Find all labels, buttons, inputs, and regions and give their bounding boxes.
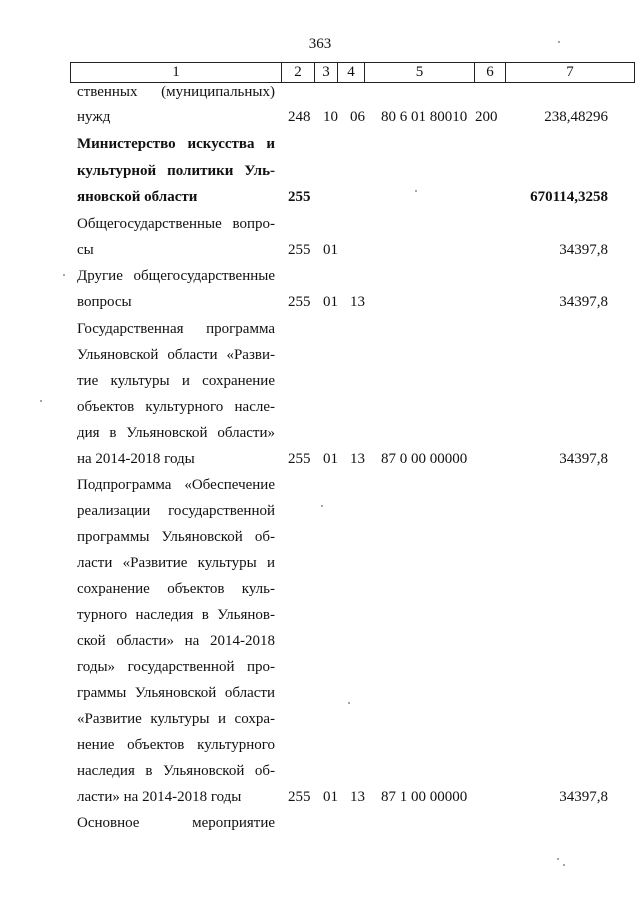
row-5-chapter: 255 xyxy=(288,789,311,805)
row-0-chapter: 248 xyxy=(288,109,311,125)
page-number: 363 xyxy=(308,36,332,52)
row-4-section: 01 xyxy=(323,451,338,467)
scan-speck xyxy=(563,864,565,866)
scan-speck xyxy=(63,274,65,276)
row-5-line-9: «Развитие культуры и сохра- xyxy=(77,711,275,727)
row-2-amount: 34397,8 xyxy=(559,242,608,258)
scan-speck xyxy=(40,400,42,402)
row-0-line-0: ственных (муниципальных) xyxy=(77,84,275,100)
row-5-line-5: турного наследия в Ульянов- xyxy=(77,607,275,623)
row-6-line-0: Основное мероприятие xyxy=(77,815,275,831)
row-1-chapter: 255 xyxy=(288,189,311,205)
row-2-line-1: сы xyxy=(77,242,94,258)
row-5-line-12: ласти» на 2014-2018 годы xyxy=(77,789,242,805)
row-5-target-article: 87 1 00 00000 xyxy=(381,789,468,805)
row-4-subsection: 13 xyxy=(350,451,365,467)
row-4-line-1: Ульяновской области «Разви- xyxy=(77,347,275,363)
row-2-section: 01 xyxy=(323,242,338,258)
row-5-line-7: годы» государственной про- xyxy=(77,659,275,675)
row-4-chapter: 255 xyxy=(288,451,311,467)
row-4-line-0: Государственная программа xyxy=(77,321,275,337)
row-0-expense-type: 200 xyxy=(475,109,498,125)
column-header-7: 7 xyxy=(506,63,635,83)
column-header-5: 5 xyxy=(365,63,475,83)
row-2-line-0: Общегосударственные вопро- xyxy=(77,216,275,232)
row-5-amount: 34397,8 xyxy=(559,789,608,805)
row-0-amount: 238,48296 xyxy=(544,109,608,125)
row-3-amount: 34397,8 xyxy=(559,294,608,310)
row-0-section: 10 xyxy=(323,109,338,125)
row-5-line-0: Подпрограмма «Обеспечение xyxy=(77,477,275,493)
column-header-4: 4 xyxy=(338,63,365,83)
column-header-1: 1 xyxy=(71,63,282,83)
row-3-line-0: Другие общегосударственные xyxy=(77,268,275,284)
row-4-line-3: объектов культурного насле- xyxy=(77,399,275,415)
row-5-line-6: ской области» на 2014-2018 xyxy=(77,633,275,649)
row-3-section: 01 xyxy=(323,294,338,310)
row-1-amount: 670114,3258 xyxy=(530,189,608,205)
row-4-line-2: тие культуры и сохранение xyxy=(77,373,275,389)
row-1-line-0: Министерство искусства и xyxy=(77,136,275,152)
row-4-line-4: дия в Ульяновской области» xyxy=(77,425,275,441)
column-header-3: 3 xyxy=(315,63,338,83)
row-1-line-2: яновской области xyxy=(77,189,198,205)
scan-speck xyxy=(321,505,323,507)
row-5-line-11: наследия в Ульяновской об- xyxy=(77,763,275,779)
row-5-line-3: ласти «Развитие культуры и xyxy=(77,555,275,571)
row-3-chapter: 255 xyxy=(288,294,311,310)
row-4-amount: 34397,8 xyxy=(559,451,608,467)
row-4-line-5: на 2014-2018 годы xyxy=(77,451,195,467)
row-2-chapter: 255 xyxy=(288,242,311,258)
scan-speck xyxy=(557,858,559,860)
row-5-line-10: нение объектов культурного xyxy=(77,737,275,753)
scan-speck xyxy=(558,41,560,43)
row-1-line-1: культурной политики Уль- xyxy=(77,163,275,179)
row-0-subsection: 06 xyxy=(350,109,365,125)
row-0-target-article: 80 6 01 80010 xyxy=(381,109,468,125)
column-header-6: 6 xyxy=(475,63,506,83)
row-4-target-article: 87 0 00 00000 xyxy=(381,451,468,467)
row-5-subsection: 13 xyxy=(350,789,365,805)
scan-speck xyxy=(348,702,350,704)
row-3-subsection: 13 xyxy=(350,294,365,310)
row-5-line-2: программы Ульяновской об- xyxy=(77,529,275,545)
scan-speck xyxy=(415,190,417,192)
row-5-line-8: граммы Ульяновской области xyxy=(77,685,275,701)
row-5-line-1: реализации государственной xyxy=(77,503,275,519)
row-5-line-4: сохранение объектов куль- xyxy=(77,581,275,597)
column-header-2: 2 xyxy=(282,63,315,83)
row-3-line-1: вопросы xyxy=(77,294,132,310)
row-5-section: 01 xyxy=(323,789,338,805)
row-0-line-1: нужд xyxy=(77,109,111,125)
